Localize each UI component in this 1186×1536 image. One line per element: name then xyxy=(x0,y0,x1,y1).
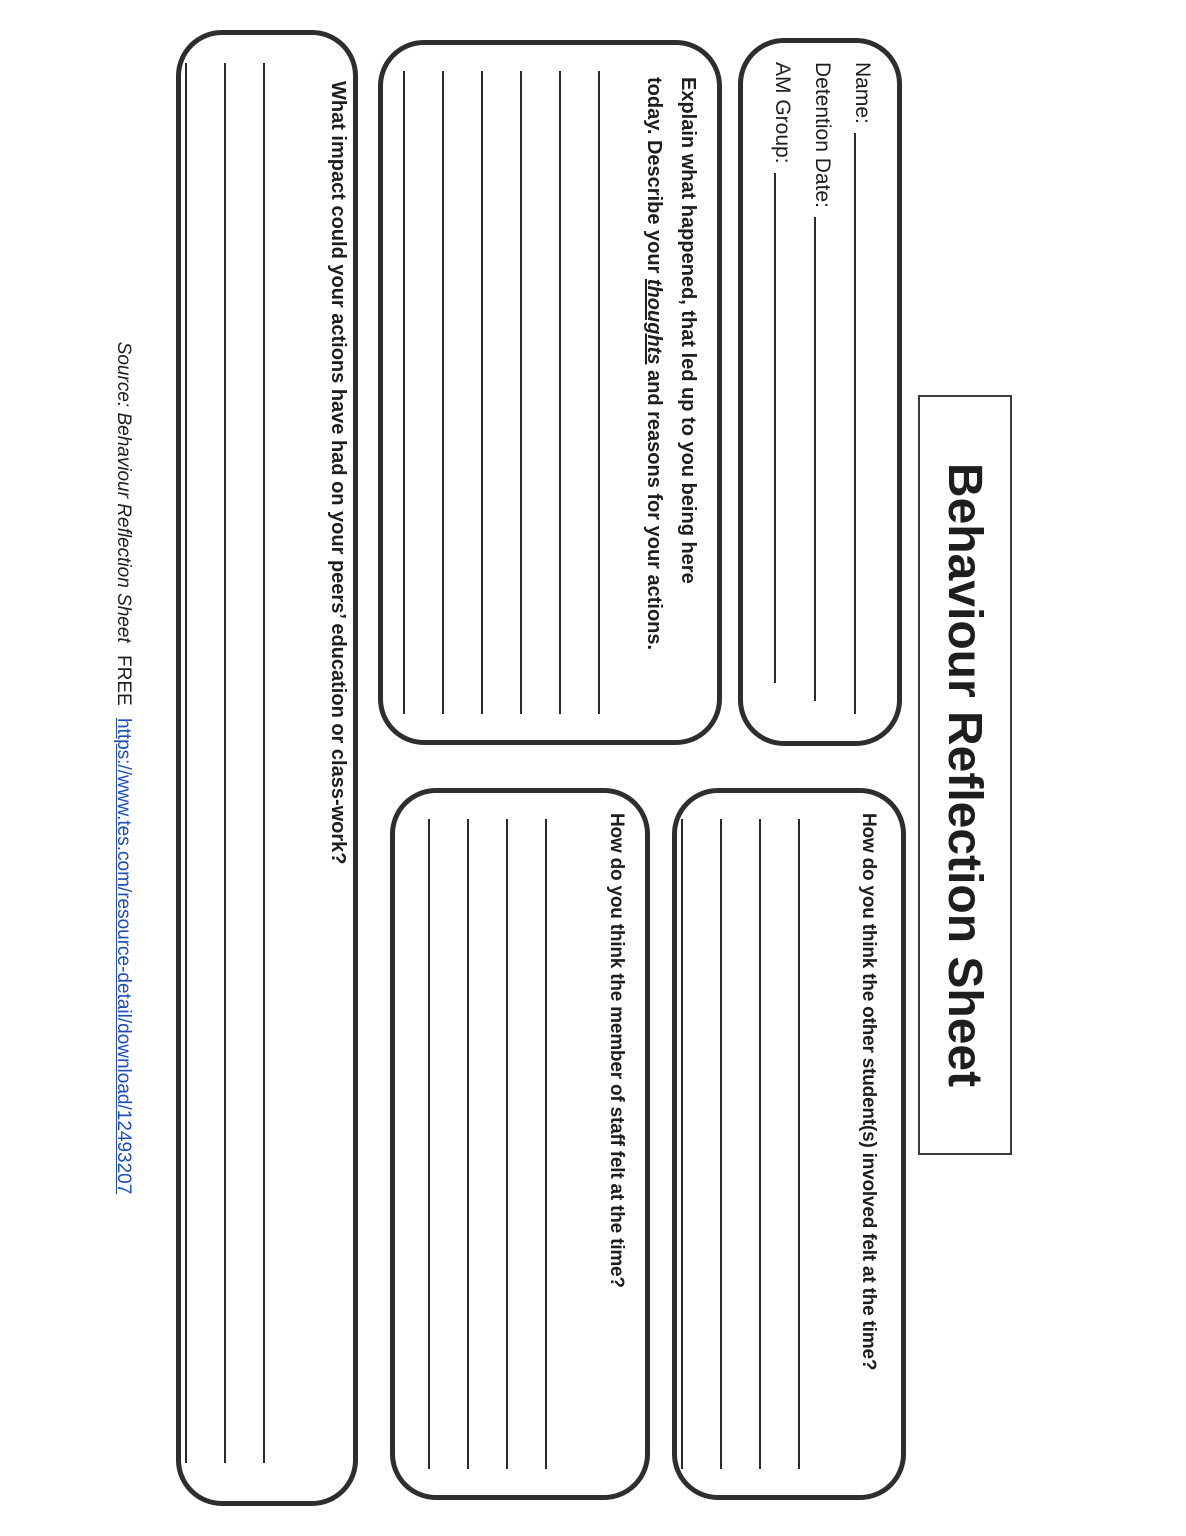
ruled-line xyxy=(681,819,720,1469)
ruled-line xyxy=(403,71,442,714)
impact-question: What impact could your actions have had on your peers’ education or class-work? xyxy=(327,81,349,865)
explain-writing-lines xyxy=(403,71,637,714)
ruled-line xyxy=(467,819,506,1469)
source-citation-title: Source: Behaviour Reflection Sheet xyxy=(113,341,134,643)
ruled-line xyxy=(224,63,263,1463)
explain-line2-after: and reasons for your actions. xyxy=(643,364,665,651)
explain-question-line2 xyxy=(637,77,671,718)
other-students-question: How do you think the other student(s) involved felt at the time? xyxy=(858,813,879,1371)
source-free-label: FREE xyxy=(113,655,134,706)
detention-date-field-row xyxy=(807,62,847,727)
impact-writing-lines xyxy=(185,63,302,1463)
other-students-panel xyxy=(672,788,906,1500)
other-students-writing-lines xyxy=(681,819,837,1469)
thoughts-emphasis: thoughts xyxy=(643,278,665,365)
ruled-line xyxy=(263,63,302,1463)
ruled-line xyxy=(545,819,584,1469)
ruled-line xyxy=(598,71,637,714)
am-group-label: AM Group: xyxy=(771,62,794,164)
staff-writing-lines xyxy=(428,819,584,1469)
student-info-panel xyxy=(738,38,902,746)
ruled-line xyxy=(798,819,837,1469)
name-blank-line xyxy=(854,133,856,714)
detention-date-label: Detention Date: xyxy=(811,62,834,208)
ruled-line xyxy=(428,819,467,1469)
document-title: Behaviour Reflection Sheet xyxy=(938,462,992,1088)
staff-panel xyxy=(390,788,650,1500)
am-group-blank-line xyxy=(774,173,776,683)
ruled-line xyxy=(185,63,224,1463)
explain-line2-before: today. Describe your xyxy=(643,77,665,279)
ruled-line xyxy=(559,71,598,714)
ruled-line xyxy=(759,819,798,1469)
explain-panel xyxy=(378,40,722,745)
explain-question xyxy=(637,45,717,740)
source-citation xyxy=(112,0,134,1536)
name-label: Name: xyxy=(851,62,874,124)
ruled-line xyxy=(720,819,759,1469)
source-link[interactable]: https://www.tes.com/resource-detail/download/12493207 xyxy=(113,717,134,1195)
detention-date-blank-line xyxy=(814,217,816,701)
ruled-line xyxy=(520,71,559,714)
explain-question-line1: Explain what happened, that led up to you being here xyxy=(677,77,699,584)
document-title-box xyxy=(918,395,1012,1155)
ruled-line xyxy=(506,819,545,1469)
staff-question: How do you think the member of staff felt at the time? xyxy=(606,813,627,1288)
impact-panel xyxy=(176,30,358,1506)
name-field-row xyxy=(847,62,887,727)
ruled-line xyxy=(442,71,481,714)
am-group-field-row xyxy=(767,62,807,727)
ruled-line xyxy=(481,71,520,714)
